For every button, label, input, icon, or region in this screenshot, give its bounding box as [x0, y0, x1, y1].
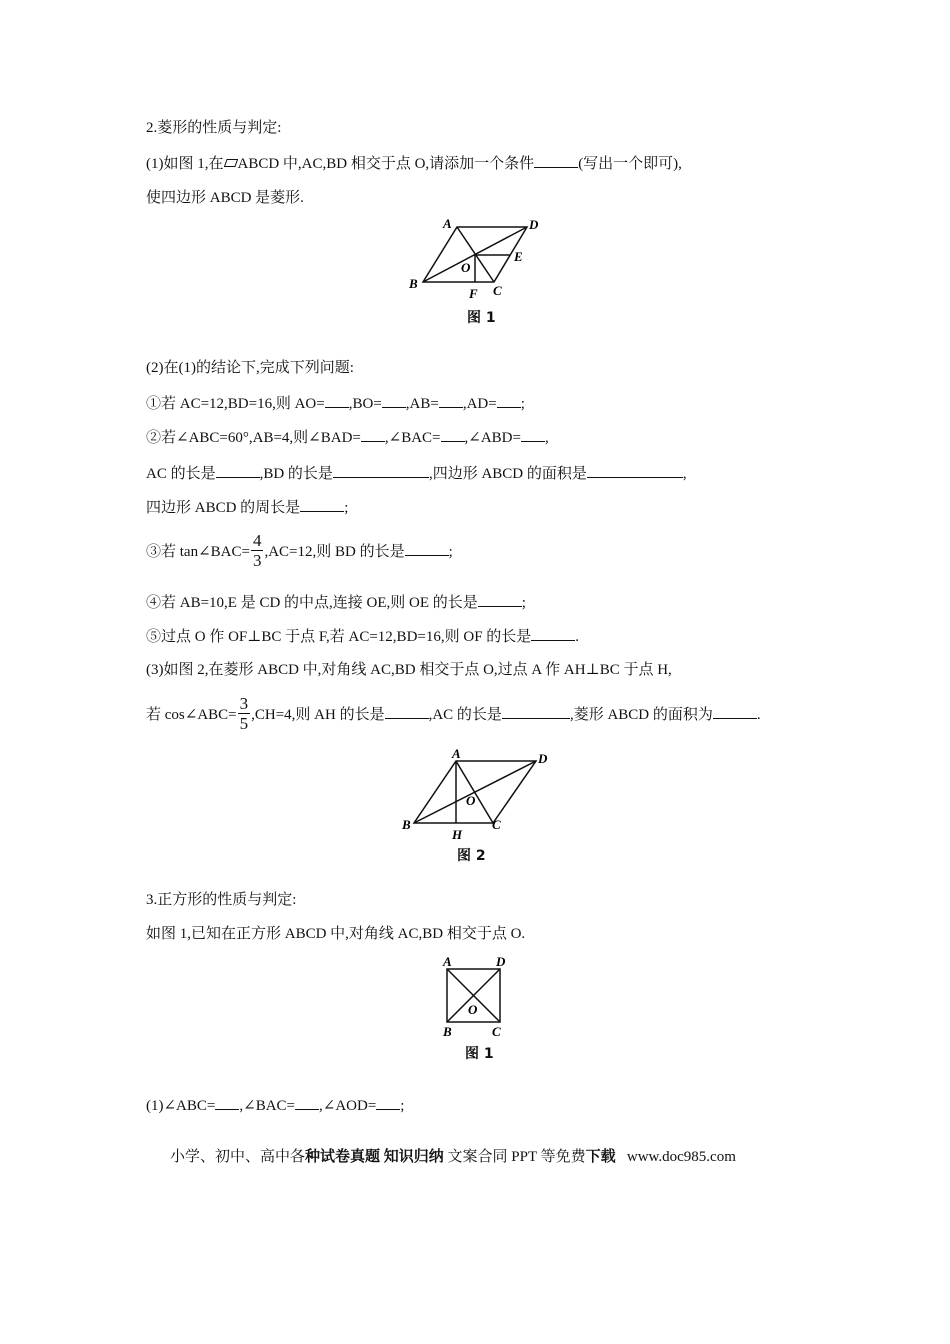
- question-1: [146, 393, 525, 414]
- figure-2-rhombus: [398, 748, 558, 843]
- answer-blank[interactable]: [531, 626, 575, 641]
- q3-text-a: ③若 tan∠BAC=: [146, 544, 250, 560]
- p1-text-b: ABCD 中,AC,BD 相交于点 O,请添加一个条件: [237, 156, 535, 172]
- answer-blank[interactable]: [333, 463, 429, 478]
- answer-blank[interactable]: [382, 393, 406, 408]
- answer-blank[interactable]: [713, 704, 757, 719]
- q2-text-c: ,∠ABD=: [464, 430, 521, 446]
- answer-blank[interactable]: [497, 393, 521, 408]
- s3q1-text-c: ,∠AOD=: [319, 1098, 377, 1114]
- point-label-o: O: [461, 260, 471, 275]
- q5-text-a: ⑤过点 O 作 OF⊥BC 于点 F,若 AC=12,BD=16,则 OF 的长是: [146, 629, 532, 645]
- point-label-o: O: [466, 793, 476, 808]
- s3q1-text-d: ;: [400, 1098, 405, 1114]
- point-label-b: B: [402, 817, 411, 832]
- answer-blank[interactable]: [376, 1095, 400, 1110]
- p1-text-c: (写出一个即可),: [578, 156, 682, 172]
- section2-p3-line2: [146, 694, 761, 734]
- point-label-b: B: [409, 276, 418, 291]
- q4-text-a: ④若 AB=10,E 是 CD 的中点,连接 OE,则 OE 的长是: [146, 595, 478, 611]
- answer-blank[interactable]: [325, 393, 349, 408]
- point-label-d: D: [496, 954, 506, 969]
- answer-blank[interactable]: [441, 427, 465, 442]
- q2-text-a: ②若∠ABC=60°,AB=4,则∠BAD=: [146, 430, 361, 446]
- q2-text-b: ,∠BAC=: [384, 430, 441, 446]
- fraction-denominator: 3: [252, 551, 262, 571]
- section2-p1-line2: 使四边形 ABCD 是菱形.: [146, 190, 304, 206]
- p1-text-a: (1)如图 1,在: [146, 156, 224, 172]
- question-2-line2: [146, 463, 687, 484]
- q2-l3-text-a: 四边形 ABCD 的周长是: [146, 500, 301, 516]
- q4-text-b: ;: [521, 595, 526, 611]
- q3-text-b: ,AC=12,则 BD 的长是: [264, 544, 405, 560]
- fraction-3-5: [238, 695, 251, 732]
- q2-text-d: ,: [544, 430, 549, 446]
- answer-blank[interactable]: [215, 1095, 239, 1110]
- figure-3-caption: 图 1: [465, 1046, 494, 1062]
- footer-text-d: 下载: [585, 1149, 616, 1165]
- point-label-h: H: [452, 827, 463, 842]
- answer-blank[interactable]: [300, 497, 344, 512]
- question-2: [146, 427, 549, 448]
- footer-link[interactable]: www.doc985.com: [615, 1149, 736, 1165]
- point-label-c: C: [493, 283, 502, 298]
- point-label-c: C: [492, 1024, 501, 1039]
- q2-l2-text-b: ,BD 的长是: [259, 466, 333, 482]
- q1-text-d: ,AD=: [462, 396, 497, 412]
- point-label-e: E: [514, 249, 523, 264]
- p3-text-c: ,AC 的长是: [428, 707, 502, 723]
- point-label-d: D: [538, 751, 548, 766]
- answer-blank[interactable]: [587, 463, 683, 478]
- point-label-a: A: [443, 954, 452, 969]
- answer-blank[interactable]: [405, 541, 449, 556]
- answer-blank[interactable]: [439, 393, 463, 408]
- diagonal-bd: [414, 761, 536, 823]
- answer-blank[interactable]: [361, 427, 385, 442]
- q2-l3-text-b: ;: [344, 500, 349, 516]
- footer-text-b: 种试卷真题 知识归纳: [305, 1149, 444, 1165]
- q5-text-b: .: [575, 629, 580, 645]
- figure-2-caption: 图 2: [457, 848, 486, 864]
- s3q1-text-b: ,∠BAC=: [239, 1098, 295, 1114]
- question-2-line3: [146, 497, 348, 518]
- figure-1-caption: 图 1: [467, 310, 496, 326]
- answer-blank[interactable]: [521, 427, 545, 442]
- fraction-4-3: [251, 532, 264, 569]
- figure-3-square: [436, 954, 516, 1040]
- section2-title: 2.菱形的性质与判定:: [146, 120, 282, 136]
- point-label-c: C: [492, 817, 501, 832]
- p3-text-b: ,CH=4,则 AH 的长是: [251, 707, 385, 723]
- q1-text-b: ,BO=: [348, 396, 382, 412]
- point-label-a: A: [443, 216, 452, 231]
- p3-text-d: ,菱形 ABCD 的面积为: [569, 707, 713, 723]
- fraction-numerator: 4: [252, 531, 262, 551]
- q2-l2-text-a: AC 的长是: [146, 466, 216, 482]
- answer-blank[interactable]: [385, 704, 429, 719]
- question-3: [146, 531, 453, 571]
- question-5: [146, 626, 579, 647]
- p3-text-a: 若 cos∠ABC=: [146, 707, 237, 723]
- answer-blank[interactable]: [534, 153, 578, 168]
- q1-text-a: ①若 AC=12,BD=16,则 AO=: [146, 396, 325, 412]
- section3-intro: 如图 1,已知在正方形 ABCD 中,对角线 AC,BD 相交于点 O.: [146, 926, 526, 942]
- section2-p2-intro: (2)在(1)的结论下,完成下列问题:: [146, 360, 354, 376]
- point-label-d: D: [529, 217, 539, 232]
- fraction-numerator: 3: [239, 694, 249, 714]
- section2-p1-line1: [146, 153, 682, 174]
- point-label-f: F: [469, 286, 478, 301]
- point-label-b: B: [443, 1024, 452, 1039]
- answer-blank[interactable]: [216, 463, 260, 478]
- answer-blank[interactable]: [295, 1095, 319, 1110]
- q1-text-e: ;: [520, 396, 525, 412]
- q2-l2-text-d: ,: [682, 466, 687, 482]
- answer-blank[interactable]: [478, 592, 522, 607]
- page-footer: [170, 1145, 736, 1166]
- parallelogram-symbol-icon: [224, 153, 238, 161]
- p3-text-e: .: [756, 707, 761, 723]
- q1-text-c: ,AB=: [405, 396, 439, 412]
- fraction-denominator: 5: [239, 714, 249, 734]
- point-label-a: A: [452, 746, 461, 761]
- question-4: [146, 592, 526, 613]
- footer-text-a: 小学、初中、高中各: [170, 1149, 306, 1165]
- q3-text-c: ;: [448, 544, 453, 560]
- section2-p3-line1: (3)如图 2,在菱形 ABCD 中,对角线 AC,BD 相交于点 O,过点 A 作 AH⊥BC 于点 H,: [146, 662, 672, 678]
- answer-blank[interactable]: [502, 704, 570, 719]
- section3-title: 3.正方形的性质与判定:: [146, 892, 297, 908]
- section3-question-1: [146, 1095, 404, 1116]
- q2-l2-text-c: ,四边形 ABCD 的面积是: [428, 466, 587, 482]
- figure-1-rhombus: [405, 215, 545, 305]
- footer-text-c: 文案合同 PPT 等免费: [443, 1149, 586, 1165]
- s3q1-text-a: (1)∠ABC=: [146, 1098, 216, 1114]
- point-label-o: O: [468, 1002, 478, 1017]
